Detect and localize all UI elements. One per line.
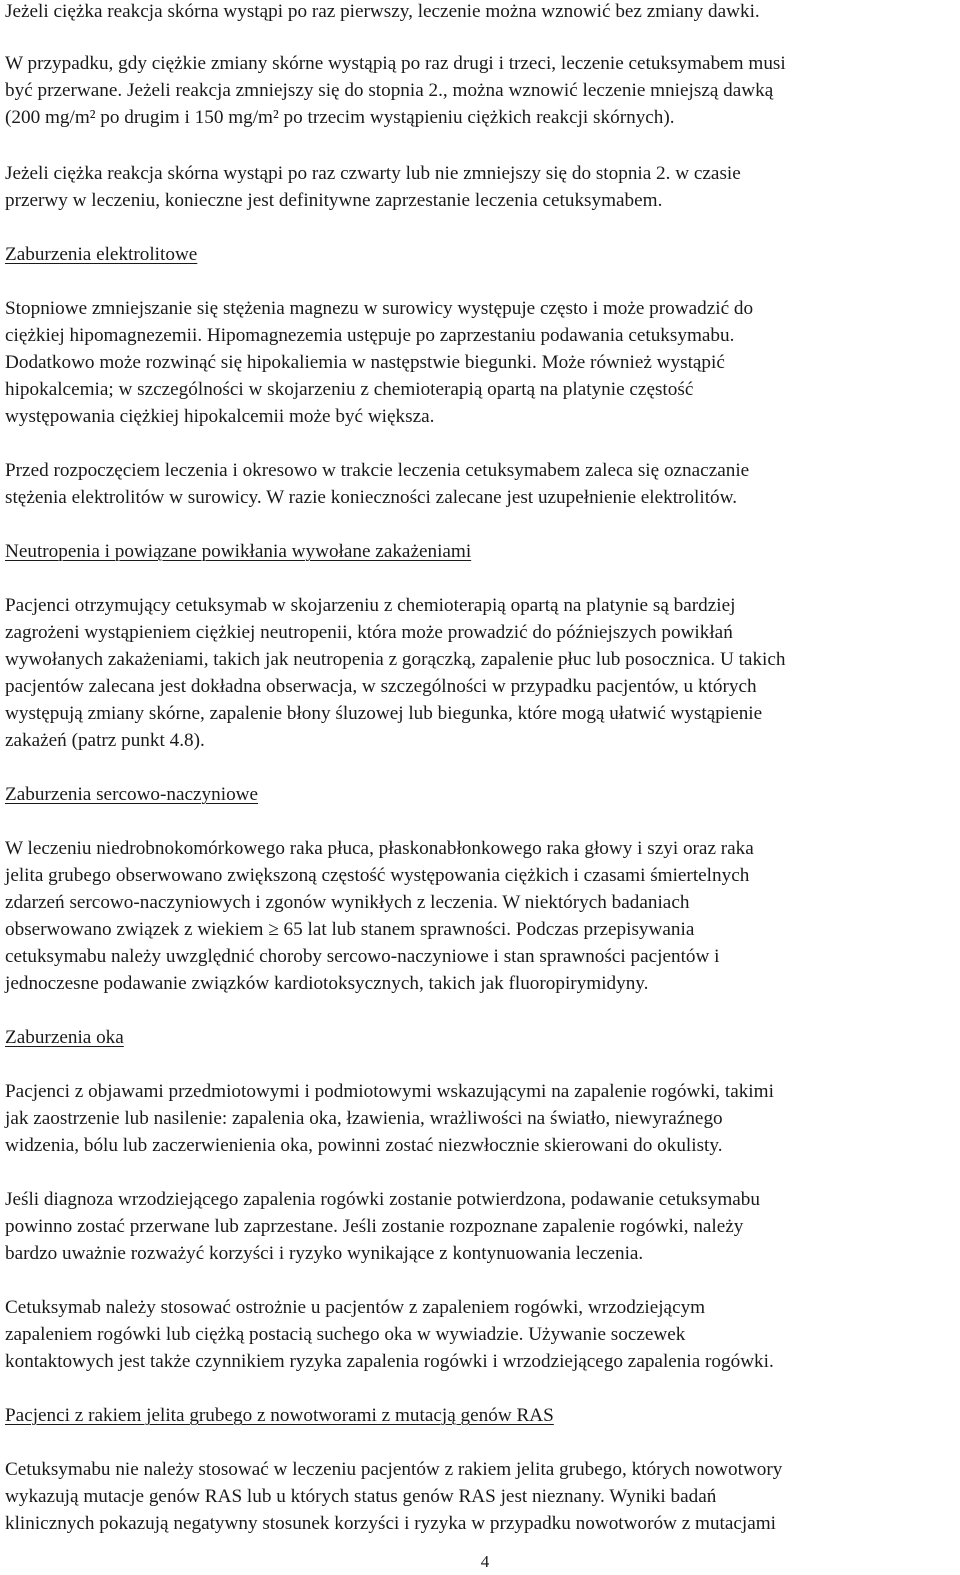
text-line: cetuksymabu należy uwzględnić choroby sercowo-naczyniowe i stan sprawności pacjentów i (5, 946, 720, 967)
text-line: Dodatkowo może rozwinąć się hipokaliemia w następstwie biegunki. Może również wystąpić (5, 352, 725, 373)
text-line: występowania ciężkiej hipokalcemii może być większa. (5, 406, 435, 427)
paragraph-keratitis-caution (5, 1294, 774, 1375)
text-line: przerwy w leczeniu, konieczne jest definitywne zaprzestanie leczenia cetuksymabem. (5, 190, 663, 211)
text-line: zdarzeń sercowo-naczyniowych i zgonów wynikłych z leczenia. W niektórych badaniach (5, 892, 690, 913)
text-line: hipokalcemia; w szczególności w skojarzeniu z chemioterapią opartą na platynie częstość (5, 379, 694, 400)
text-line: wykazują mutacje genów RAS lub u których status genów RAS jest nieznany. Wyniki badań (5, 1486, 717, 1507)
text-line: stężenia elektrolitów w surowicy. W razie konieczności zalecane jest uzupełnienie elektrolitów. (5, 487, 738, 508)
section-heading: Zaburzenia oka (5, 1027, 124, 1048)
text-line: jak zaostrzenie lub nasilenie: zapalenia oka, łzawienia, wrażliwości na światło, niewyraźnego (5, 1108, 723, 1129)
text-line: kontaktowych jest także czynnikiem ryzyka zapalenia rogówki i wrzodziejącego zapalenia rogówki. (5, 1351, 774, 1372)
section-heading: Pacjenci z rakiem jelita grubego z nowotworami z mutacją genów RAS (5, 1405, 554, 1426)
paragraph-cardiovascular (5, 835, 754, 997)
text-line: Pacjenci otrzymujący cetuksymab w skojarzeniu z chemioterapią opartą na platynie są bardziej (5, 595, 736, 616)
paragraph-ras-mutation (5, 1456, 782, 1537)
text-line: jelita grubego obserwowano zwiększoną częstość występowania ciężkich i czasami śmiertelnych (5, 865, 750, 886)
section-heading-cardiovascular (5, 781, 258, 808)
text-line: pacjentów zalecana jest dokładna obserwacja, w szczególności w przypadku pacjentów, u których (5, 676, 757, 697)
section-heading: Zaburzenia elektrolitowe (5, 244, 198, 265)
text-line: klinicznych pokazują negatywny stosunek korzyści i ryzyka w przypadku nowotworów z mutacjami (5, 1513, 777, 1534)
text-line: powinno zostać przerwane lub zaprzestane. Jeśli zostanie rozpoznane zapalenie rogówki, należy (5, 1216, 744, 1237)
text-line: Stopniowe zmniejszanie się stężenia magnezu w surowicy występuje często i może prowadzić do (5, 298, 754, 319)
section-heading-electrolytes (5, 241, 197, 268)
paragraph-fourth-reaction (5, 160, 741, 214)
paragraph-eye-symptoms (5, 1078, 774, 1159)
text-line: widzenia, bólu lub zaczerwienienia oka, powinni zostać niezwłocznie skierowani do okulisty. (5, 1135, 723, 1156)
text-line: W przypadku, gdy ciężkie zmiany skórne wystąpią po raz drugi i trzeci, leczenie cetuksymabem musi (5, 53, 786, 74)
text-line: zapaleniem rogówki lub ciężką postacią suchego oka w wywiadzie. Używanie soczewek (5, 1324, 686, 1345)
section-heading: Neutropenia i powiązane powikłania wywołane zakażeniami (5, 541, 472, 562)
paragraph-dose-first-reaction (5, 0, 760, 25)
page-number: 4 (480, 1552, 490, 1571)
paragraph-keratitis-diagnosis (5, 1186, 760, 1267)
text-line: wywołanych zakażeniami, takich jak neutropenia z gorączką, zapalenie płuc lub posocznica. U takich (5, 649, 786, 670)
text-line: Przed rozpoczęciem leczenia i okresowo w trakcie leczenia cetuksymabem zaleca się oznaczanie (5, 460, 750, 481)
text-line: Jeśli diagnoza wrzodziejącego zapalenia rogówki zostanie potwierdzona, podawanie cetuksymabu (5, 1189, 760, 1210)
text-line: Jeżeli ciężka reakcja skórna wystąpi po raz czwarty lub nie zmniejszy się do stopnia 2. w czasie (5, 163, 741, 184)
text-line: jednoczesne podawanie związków kardiotoksycznych, takich jak fluoropirymidyny. (5, 973, 649, 994)
paragraph-electrolytes (5, 295, 753, 430)
text-line: zagrożeni wystąpieniem ciężkiej neutropenii, która może prowadzić do późniejszych powikłań (5, 622, 733, 643)
paragraph-neutropenia (5, 592, 785, 754)
text-line: być przerwane. Jeżeli reakcja zmniejszy się do stopnia 2., można wznowić leczenie mniejszą dawką (5, 80, 774, 101)
paragraph-electrolyte-monitoring (5, 457, 749, 511)
text-line: ciężkiej hipomagnezemii. Hipomagnezemia ustępuje po zaprzestaniu podawania cetuksymabu. (5, 325, 735, 346)
text-line: zakażeń (patrz punkt 4.8). (5, 730, 205, 751)
text-line: W leczeniu niedrobnokomórkowego raka płuca, płaskonabłonkowego raka głowy i szyi oraz raka (5, 838, 754, 859)
text-line: występują zmiany skórne, zapalenie błony śluzowej lub biegunka, które mogą ułatwić wystąpienie (5, 703, 763, 724)
text-line: (200 mg/m² po drugim i 150 mg/m² po trzecim wystąpieniu ciężkich reakcji skórnych). (5, 107, 675, 128)
text-line: Pacjenci z objawami przedmiotowymi i podmiotowymi wskazującymi na zapalenie rogówki, takimi (5, 1081, 774, 1102)
paragraph-dose-second-third-reaction (5, 50, 786, 131)
section-heading-eye-disorders (5, 1024, 124, 1051)
text-line: Cetuksymabu nie należy stosować w leczeniu pacjentów z rakiem jelita grubego, których nowotwory (5, 1459, 783, 1480)
text-line: Jeżeli ciężka reakcja skórna wystąpi po raz pierwszy, leczenie można wznowić bez zmiany dawki. (5, 1, 760, 22)
section-heading-neutropenia (5, 538, 471, 565)
section-heading-ras-mutation (5, 1402, 554, 1429)
text-line: obserwowano związek z wiekiem ≥ 65 lat lub stanem sprawności. Podczas przepisywania (5, 919, 695, 940)
text-line: Cetuksymab należy stosować ostrożnie u pacjentów z zapaleniem rogówki, wrzodziejącym (5, 1297, 706, 1318)
section-heading: Zaburzenia sercowo-naczyniowe (5, 784, 259, 805)
text-line: bardzo uważnie rozważyć korzyści i ryzyko wynikające z kontynuowania leczenia. (5, 1243, 644, 1264)
